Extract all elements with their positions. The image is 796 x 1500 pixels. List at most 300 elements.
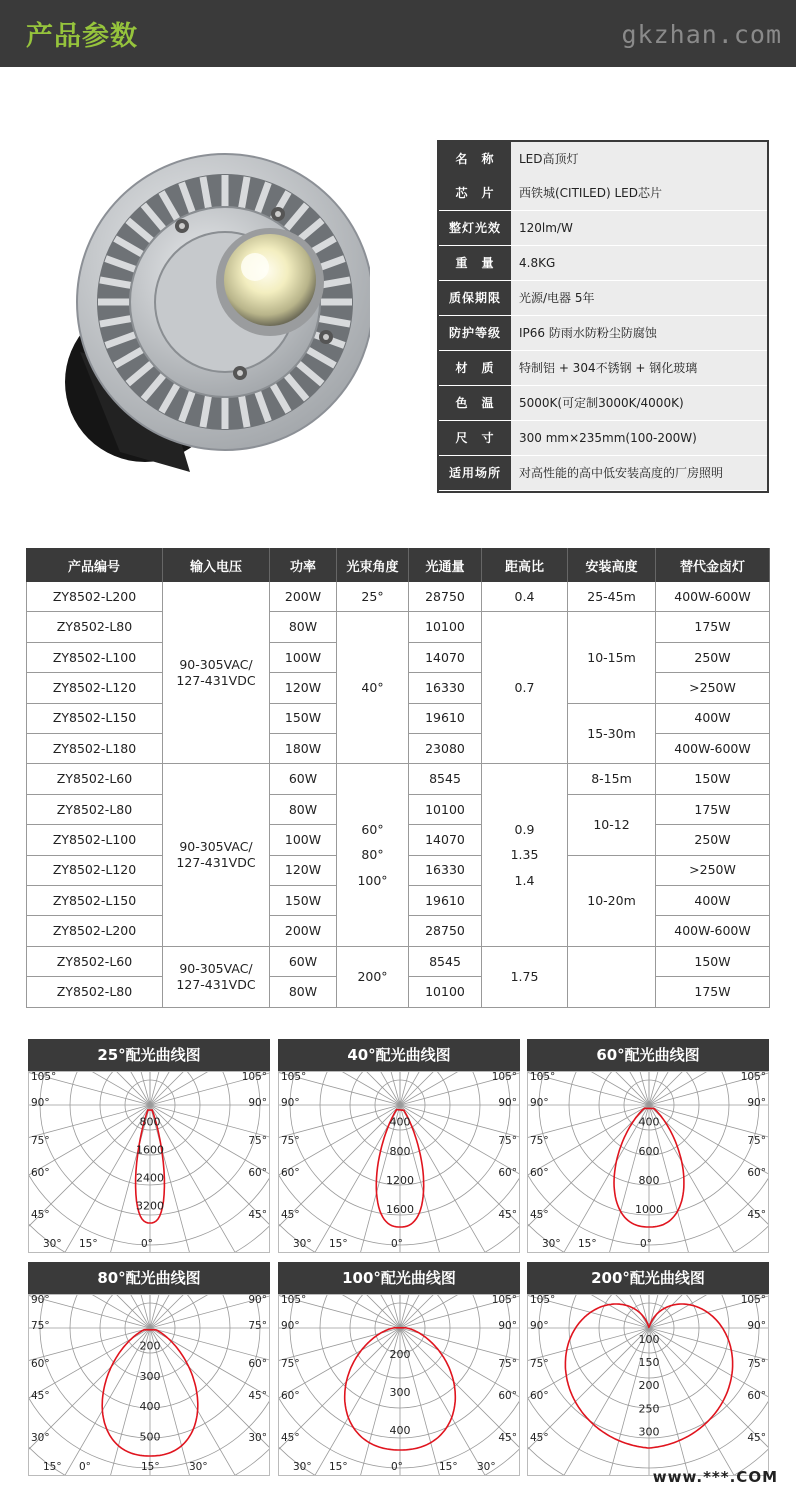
spec-row [439,281,767,316]
cell-power: 120W [270,856,337,886]
grid-radial [547,1072,650,1105]
grid-radial [400,1105,519,1208]
spec-value: 300 mm×235mm(100-200W) [511,421,767,455]
angle-label: 45° [530,1432,549,1444]
grid-radial [528,1328,649,1431]
footer-watermark: www.***.COM [652,1468,778,1486]
grid-radial [400,1328,519,1381]
spec-label: 材 质 [439,351,511,385]
angle-label: 60° [281,1167,300,1179]
cell-power: 200W [270,916,337,946]
cell-height-line: 10-15m [587,649,636,665]
spec-row [439,211,767,246]
page-title: 产品参数 [26,21,138,52]
angle-label: 90° [31,1097,50,1109]
grid-radial [29,1105,150,1158]
radial-label: 400 [389,1115,411,1129]
cell-height [568,764,656,794]
grid-radial [298,1328,401,1475]
cell-model: ZY8502-L120 [26,856,163,886]
cell-model: ZY8502-L200 [26,582,163,612]
angle-label: 75° [498,1358,517,1370]
spec-value: 4.8KG [511,246,767,280]
cell-height [568,704,656,765]
angle-label: 90° [248,1097,267,1109]
spec-label: 防护等级 [439,316,511,350]
cell-replace: >250W [656,673,770,703]
grid-radial [547,1105,650,1252]
radial-label: 600 [638,1144,660,1158]
radial-label: 100 [638,1333,660,1347]
cell-voltage-line: 127-431VDC [176,672,256,688]
angle-label: 105° [281,1295,307,1306]
spec-label: 名 称 [439,142,511,176]
radial-label: 800 [139,1115,161,1129]
cell-flux: 16330 [409,673,482,703]
cell-power: 80W [270,977,337,1007]
spec-label: 适用场所 [439,456,511,490]
cell-ratio [482,764,568,946]
cell-height [568,795,656,856]
grid-circle [29,1072,269,1252]
spec-value: IP66 防雨水防粉尘防腐蚀 [511,316,767,350]
spec-label: 质保期限 [439,281,511,315]
polar-chart [278,1039,520,1253]
angle-label: 105° [281,1072,307,1083]
cell-power: 150W [270,704,337,734]
grid-circle [528,1072,768,1252]
angle-label: 60° [747,1167,766,1179]
grid-radial [400,1072,503,1105]
cell-replace: 150W [656,947,770,977]
cell-replace: 400W-600W [656,582,770,612]
cell-replace: 400W [656,886,770,916]
cell-height-line: 10-20m [587,892,636,908]
angle-label: 105° [31,1072,57,1083]
angle-label: 60° [498,1167,517,1179]
cell-model: ZY8502-L150 [26,886,163,916]
angle-label: 0° [79,1461,91,1473]
angle-label: 45° [248,1209,267,1221]
angle-label: 60° [31,1358,50,1370]
angle-label: 0° [141,1238,153,1250]
cell-voltage-line: 90-305VAC/ [179,839,253,855]
cell-flux: 10100 [409,612,482,642]
radial-label: 1200 [386,1173,414,1187]
cell-flux: 14070 [409,643,482,673]
grid-radial [48,1105,151,1252]
cell-flux: 28750 [409,582,482,612]
cell-height [568,856,656,947]
angle-label: 45° [281,1209,300,1221]
cell-flux: 8545 [409,764,482,794]
spec-row [439,421,767,456]
grid-circle [29,1072,269,1245]
cell-power: 60W [270,764,337,794]
cell-model: ZY8502-L200 [26,916,163,946]
radial-label: 400 [638,1115,660,1129]
angle-label: 45° [498,1432,517,1444]
cell-model: ZY8502-L60 [26,947,163,977]
radial-label: 150 [638,1356,660,1370]
chart-title: 200°配光曲线图 [527,1262,769,1294]
chart-title: 80°配光曲线图 [28,1262,270,1294]
radial-label: 1000 [635,1202,663,1216]
angle-label: 60° [281,1390,300,1402]
grid-radial [279,1105,400,1158]
radial-label: 250 [638,1402,660,1416]
grid-radial [298,1072,401,1105]
angle-label: 45° [248,1390,267,1402]
cell-voltage [163,947,270,1008]
cell-model: ZY8502-L150 [26,704,163,734]
angle-label: 105° [491,1072,517,1083]
angle-label: 90° [281,1320,300,1332]
angle-label: 90° [530,1097,549,1109]
radial-label: 400 [139,1400,161,1414]
angle-label: 30° [31,1432,50,1444]
grid-radial [29,1105,150,1208]
angle-label: 60° [530,1167,549,1179]
cell-ratio [482,612,568,764]
grid-radial [547,1295,650,1328]
cell-flux: 19610 [409,704,482,734]
cell-flux: 23080 [409,734,482,764]
angle-label: 45° [747,1432,766,1444]
cell-replace: 175W [656,795,770,825]
angle-label: 45° [747,1209,766,1221]
cell-replace: 250W [656,643,770,673]
angle-label: 90° [31,1295,50,1306]
polar-chart [28,1039,270,1253]
grid-radial [279,1328,400,1431]
cell-power: 80W [270,612,337,642]
radial-label: 200 [389,1347,411,1361]
angle-label: 60° [498,1390,517,1402]
spec-label: 色 温 [439,386,511,420]
spec-label: 重 量 [439,246,511,280]
spec-row [439,246,767,281]
angle-label: 75° [747,1135,766,1147]
angle-label: 0° [640,1238,652,1250]
cell-flux: 16330 [409,856,482,886]
angle-label: 45° [498,1209,517,1221]
cell-voltage-line: 90-305VAC/ [179,961,253,977]
radial-label: 500 [139,1430,161,1444]
spec-row [439,456,767,491]
cell-replace: 400W [656,704,770,734]
grid-radial [649,1328,752,1475]
polar-chart [28,1262,270,1476]
grid-radial [528,1105,649,1158]
angle-label: 30° [477,1461,496,1473]
angle-label: 45° [530,1209,549,1221]
cell-model: ZY8502-L60 [26,764,163,794]
grid-radial [649,1105,768,1158]
angle-label: 75° [248,1320,267,1332]
grid-radial [150,1105,269,1208]
angle-label: 60° [31,1167,50,1179]
angle-label: 15° [43,1461,62,1473]
grid-radial [528,1328,649,1381]
cell-flux: 8545 [409,947,482,977]
radial-label: 200 [139,1339,161,1353]
grid-circle [279,1072,519,1245]
angle-label: 15° [578,1238,597,1250]
cell-replace: >250W [656,856,770,886]
cell-angle-line: 60° [361,821,384,837]
cell-replace: 400W-600W [656,734,770,764]
cell-voltage-line: 127-431VDC [176,976,256,992]
grid-circle [29,1295,269,1475]
angle-label: 0° [391,1238,403,1250]
angle-label: 30° [248,1432,267,1444]
grid-circle [528,1072,768,1252]
grid-circle [29,1295,269,1475]
angle-label: 15° [79,1238,98,1250]
grid-radial [400,1328,503,1475]
grid-radial [279,1328,400,1381]
angle-label: 30° [542,1238,561,1250]
grid-radial [649,1295,752,1328]
cell-angle [337,947,409,1008]
angle-label: 75° [530,1135,549,1147]
spec-value: 5000K(可定制3000K/4000K) [511,386,767,420]
cell-voltage-line: 90-305VAC/ [179,657,253,673]
chart-title: 100°配光曲线图 [278,1262,520,1294]
spec-label: 尺 寸 [439,421,511,455]
spec-value: 120lm/W [511,211,767,245]
spec-value: 光源/电器 5年 [511,281,767,315]
grid-radial [48,1295,151,1328]
cell-power: 150W [270,886,337,916]
radial-label: 300 [638,1425,660,1439]
header-model: 产品编号 [26,548,163,582]
radial-label: 300 [389,1385,411,1399]
spec-value: LED高顶灯 [511,142,767,176]
cell-model: ZY8502-L100 [26,825,163,855]
cell-ratio-line: 0.9 [514,821,535,837]
grid-radial [150,1328,253,1475]
grid-radial [547,1328,650,1475]
header-power: 功率 [270,548,337,582]
angle-label: 105° [241,1072,267,1083]
angle-label: 0° [391,1461,403,1473]
grid-radial [150,1328,269,1381]
spec-row [439,316,767,351]
page-header [0,0,796,67]
radial-label: 1600 [386,1202,414,1216]
grid-radial [649,1328,768,1381]
grid-radial [649,1072,752,1105]
angle-label: 90° [747,1320,766,1332]
cell-height [568,582,656,612]
cell-flux: 10100 [409,795,482,825]
cell-replace: 150W [656,764,770,794]
cell-flux: 14070 [409,825,482,855]
header-angle: 光束角度 [337,548,409,582]
angle-label: 90° [248,1295,267,1306]
cell-ratio [482,582,568,612]
spec-table [437,140,769,493]
grid-radial [48,1072,151,1105]
cell-height-line: 10-12 [593,816,630,832]
grid-circle [528,1072,768,1245]
cell-ratio-line: 0.7 [514,680,535,696]
radial-label: 400 [389,1424,411,1438]
angle-label: 60° [530,1390,549,1402]
grid-radial [528,1105,649,1208]
angle-label: 15° [141,1461,160,1473]
grid-circle [279,1295,519,1468]
cell-angle-line: 80° [361,847,384,863]
cell-flux: 10100 [409,977,482,1007]
grid-radial [48,1328,151,1475]
cell-height [568,612,656,703]
spec-row [439,386,767,421]
spec-value: 西铁城(CITILED) LED芯片 [511,176,767,210]
cell-replace: 400W-600W [656,916,770,946]
chart-title: 40°配光曲线图 [278,1039,520,1071]
radial-label: 1600 [136,1143,164,1157]
chart-title: 60°配光曲线图 [527,1039,769,1071]
angle-label: 75° [31,1135,50,1147]
angle-label: 15° [439,1461,458,1473]
spec-row [439,351,767,386]
angle-label: 30° [293,1461,312,1473]
angle-label: 30° [43,1238,62,1250]
angle-label: 75° [747,1358,766,1370]
angle-label: 60° [747,1390,766,1402]
polar-chart [527,1262,769,1476]
cell-ratio-line: 1.75 [510,968,539,984]
cell-power: 100W [270,825,337,855]
cell-model: ZY8502-L80 [26,612,163,642]
angle-label: 90° [747,1097,766,1109]
grid-radial [400,1328,519,1431]
grid-radial [649,1105,752,1252]
angle-label: 75° [498,1135,517,1147]
spec-value: 特制铝 + 304不锈钢 + 钢化玻璃 [511,351,767,385]
spec-label: 芯 片 [439,176,511,210]
polar-chart [278,1262,520,1476]
grid-radial [150,1295,253,1328]
polar-chart [527,1039,769,1253]
angle-label: 105° [530,1072,556,1083]
cell-height-line: 8-15m [591,771,632,787]
radial-label: 800 [638,1173,660,1187]
spec-row [439,142,767,177]
spec-row [439,176,767,211]
angle-label: 105° [740,1295,766,1306]
grid-radial [150,1072,253,1105]
angle-label: 45° [281,1432,300,1444]
grid-circle [279,1072,519,1252]
cell-height [568,947,656,1008]
grid-radial [150,1105,253,1252]
header-height: 安装高度 [568,548,656,582]
angle-label: 75° [248,1135,267,1147]
grid-radial [649,1328,768,1431]
angle-label: 75° [281,1135,300,1147]
angle-label: 75° [530,1358,549,1370]
watermark: gkzhan.com [621,20,782,49]
cell-angle [337,582,409,612]
angle-label: 60° [248,1358,267,1370]
angle-label: 90° [530,1320,549,1332]
angle-label: 90° [498,1320,517,1332]
grid-radial [150,1105,269,1158]
cell-flux: 19610 [409,886,482,916]
cell-model: ZY8502-L120 [26,673,163,703]
angle-label: 75° [31,1320,50,1332]
grid-radial [298,1295,401,1328]
cell-model: ZY8502-L100 [26,643,163,673]
cell-power: 200W [270,582,337,612]
radial-label: 300 [139,1369,161,1383]
grid-radial [400,1105,519,1158]
radial-label: 3200 [136,1199,164,1213]
angle-label: 90° [281,1097,300,1109]
angle-label: 45° [31,1390,50,1402]
chart-title: 25°配光曲线图 [28,1039,270,1071]
angle-label: 105° [491,1295,517,1306]
product-image [50,132,370,492]
cell-height-line: 25-45m [587,588,636,604]
angle-label: 15° [329,1238,348,1250]
angle-label: 105° [530,1295,556,1306]
cell-model: ZY8502-L180 [26,734,163,764]
radial-label: 200 [638,1379,660,1393]
radial-label: 800 [389,1144,411,1158]
cell-power: 80W [270,795,337,825]
cell-power: 100W [270,643,337,673]
cell-voltage [163,582,270,764]
grid-radial [298,1105,401,1252]
cell-height-line: 15-30m [587,725,636,741]
angle-label: 30° [189,1461,208,1473]
header-flux: 光通量 [409,548,482,582]
cell-ratio-line: 1.35 [510,847,539,863]
cell-angle-line: 200° [357,968,388,984]
cell-angle [337,764,409,946]
cell-angle-line: 100° [357,872,388,888]
cell-angle [337,612,409,764]
grid-circle [29,1072,269,1252]
angle-label: 75° [281,1358,300,1370]
cell-power: 60W [270,947,337,977]
cell-power: 180W [270,734,337,764]
cell-power: 120W [270,673,337,703]
cell-angle-line: 25° [361,588,384,604]
cell-voltage [163,764,270,946]
grid-radial [279,1105,400,1208]
grid-circle [279,1072,519,1252]
cell-angle-line: 40° [361,680,384,696]
spec-label: 整灯光效 [439,211,511,245]
radial-label: 2400 [136,1171,164,1185]
grid-radial [649,1105,768,1208]
product-table [26,548,770,1008]
angle-label: 90° [498,1097,517,1109]
cell-ratio [482,947,568,1008]
cell-model: ZY8502-L80 [26,977,163,1007]
angle-label: 30° [293,1238,312,1250]
header-voltage: 输入电压 [163,548,270,582]
cell-model: ZY8502-L80 [26,795,163,825]
cell-ratio-line: 1.4 [514,872,535,888]
angle-label: 15° [329,1461,348,1473]
